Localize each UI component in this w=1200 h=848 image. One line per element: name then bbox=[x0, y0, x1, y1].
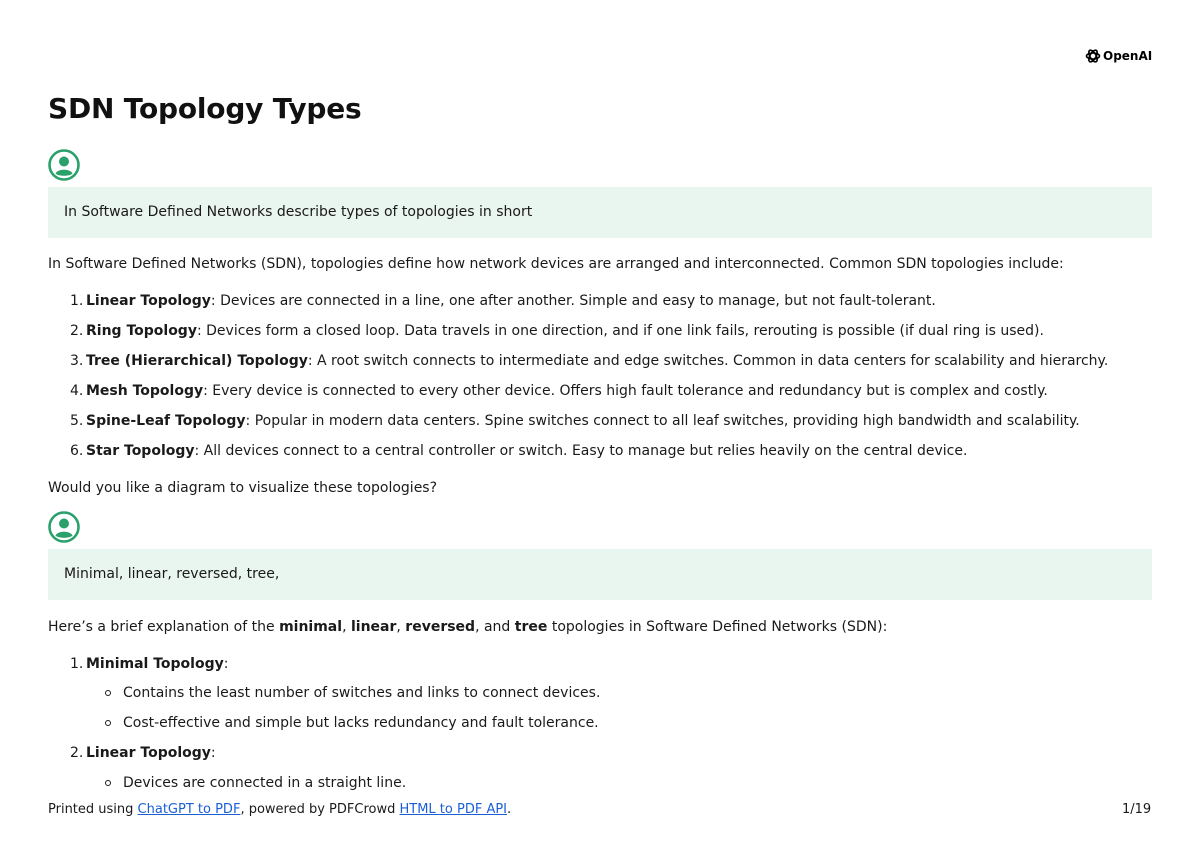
bullet-icon bbox=[105, 720, 111, 726]
item-term: Tree (Hierarchical) Topology bbox=[86, 353, 308, 369]
item-term: Spine-Leaf Topology bbox=[86, 413, 246, 429]
list-item: 2. Ring Topology: Devices form a closed loop. Data travels in one direction, and if one link fails, rerouting is possible (if dual ring is used). bbox=[70, 323, 1044, 339]
item-desc: : Devices are connected in a line, one after another. Simple and easy to manage, but not fault-tolerant. bbox=[210, 293, 936, 309]
list-item: 3. Tree (Hierarchical) Topology: A root switch connects to intermediate and edge switches. Common in data centers for scalability and hierarchy. bbox=[70, 353, 1109, 369]
item-desc: : Popular in modern data centers. Spine switches connect to all leaf switches, providing high bandwidth and scalability. bbox=[245, 413, 1080, 429]
logo-text: OpenAI bbox=[1103, 49, 1153, 63]
list-item: 4. Mesh Topology: Every device is connected to every other device. Offers high fault tolerance and redundancy but is complex and costly. bbox=[70, 383, 1048, 399]
openai-logo bbox=[1085, 48, 1152, 64]
user-message: Minimal, linear, reversed, tree, bbox=[48, 549, 1152, 600]
list-item: 5. Spine-Leaf Topology: Popular in modern data centers. Spine switches connect to all leaf switches, providing high bandwidth and scalability. bbox=[70, 413, 1080, 429]
page-title: SDN Topology Types bbox=[48, 92, 362, 125]
assistant-intro: In Software Defined Networks (SDN), topologies define how network devices are arranged and interconnected. Common SDN topologies include: bbox=[48, 256, 1064, 272]
item-term: Ring Topology bbox=[86, 323, 197, 339]
list-item: 1. Linear Topology: Devices are connected in a line, one after another. Simple and easy to manage, but not fault-tolerant. bbox=[70, 293, 936, 309]
user-avatar bbox=[48, 149, 80, 181]
item-term: Star Topology bbox=[86, 443, 195, 459]
bullet-icon bbox=[105, 780, 111, 786]
user-avatar bbox=[48, 511, 80, 543]
html-to-pdf-api-link[interactable]: HTML to PDF API bbox=[399, 802, 508, 817]
chatgpt-to-pdf-link[interactable]: ChatGPT to PDF bbox=[137, 802, 241, 817]
user-avatar-icon bbox=[48, 149, 80, 181]
user-avatar-icon bbox=[48, 511, 80, 543]
bullet-icon bbox=[105, 690, 111, 696]
openai-logo-icon bbox=[1085, 48, 1101, 64]
item-term: Linear Topology bbox=[86, 293, 211, 309]
item-term: Mesh Topology bbox=[86, 383, 204, 399]
list-item: 6. Star Topology: All devices connect to a central controller or switch. Easy to manage but relies heavily on the central device. bbox=[70, 443, 968, 459]
user-message: In Software Defined Networks describe types of topologies in short bbox=[48, 187, 1152, 238]
topology-list bbox=[48, 291, 1108, 471]
page-number: 1/19 bbox=[1122, 802, 1152, 817]
assistant-outro: Would you like a diagram to visualize these topologies? bbox=[48, 480, 438, 496]
item-desc: : A root switch connects to intermediate and edge switches. Common in data centers for scalability and hierarchy. bbox=[307, 353, 1109, 369]
footer: Printed using ChatGPT to PDF, powered by PDFCrowd HTML to PDF API. bbox=[48, 802, 512, 817]
item-desc: : Devices form a closed loop. Data travels in one direction, and if one link fails, rerouting is possible (if dual ring is used). bbox=[196, 323, 1044, 339]
assistant-intro: Here’s a brief explanation of the minimal, linear, reversed, and tree topologies in Software Defined Networks (SDN): bbox=[48, 619, 888, 635]
item-desc: : All devices connect to a central controller or switch. Easy to manage but relies heavily on the central device. bbox=[194, 443, 968, 459]
item-desc: : Every device is connected to every other device. Offers high fault tolerance and redundancy but is complex and costly. bbox=[203, 383, 1048, 399]
